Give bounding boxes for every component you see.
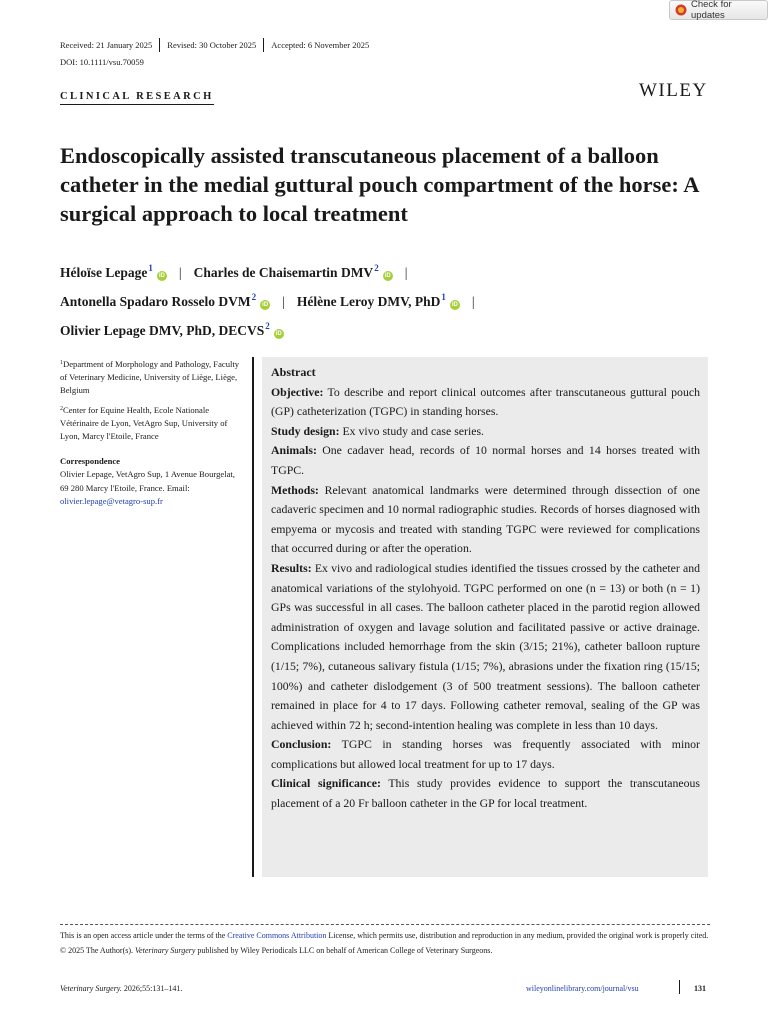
accepted-date: Accepted: 6 November 2025 xyxy=(271,40,370,50)
journal-website-link[interactable]: wileyonlinelibrary.com/journal/vsu xyxy=(526,984,639,993)
footer-divider xyxy=(60,924,710,925)
journal-citation: Veterinary Surgery. 2026;55:131–141. xyxy=(60,984,183,993)
author[interactable]: Charles de Chaisemartin DMV$^2$iD xyxy=(193,263,391,280)
author-divider: | xyxy=(178,265,182,280)
author-divider: | xyxy=(404,265,408,280)
affiliation: $^2$Center for Equine Health, Ecole Nationale Vétérinaire de Lyon, VetAgro Sup, University of Lyon, Marcy l'Etoile, France xyxy=(60,404,228,442)
author[interactable]: Hélène Leroy DMV, PhD$^1$iD xyxy=(296,292,458,309)
orcid-icon[interactable]: iD xyxy=(158,273,165,279)
abstract-heading: Abstract xyxy=(271,365,316,379)
article-dates xyxy=(60,38,376,52)
abstract-results: Results: Ex vivo and radiological studies identified the tissues crossed by the catheter and anatomical variations of the stylohyoid. TGPC performed on one (n = 13) or both (n = 1) GPs was successful in all cases. The balloon catheter placed in the parotid region allowed administration of oxygen and lavage solution and facilitated passive or active drainage. Complications included hemorrhage from the skin (3/15; 21%), catheter balloon rupture (1/15; 7%), cutaneous salivary fistula (1/15; 7%), abrasions under the fixation ring (15/15; 100%) and catheter dislodgement (3 of 500 treatment sessions). The balloon catheter remained in place for 4 to 17 days. Following catheter removal, sealing of the GP was achieved within 72 h; second-intention healing was complete in less than 10 days. xyxy=(271,560,701,732)
correspondence-text: Olivier Lepage, VetAgro Sup, 1 Avenue Bourgelat, 69 280 Marcy l'Etoile, France. Email: olivier.lepage@vetagro-sup.fr xyxy=(60,469,235,506)
author[interactable]: Antonella Spadaro Rosselo DVM$^2$iD xyxy=(60,292,269,309)
orcid-icon[interactable]: iD xyxy=(275,331,282,337)
license-notice: This is an open access article under the terms of the Creative Commons Attribution License, which permits use, distribution and reproduction in any medium, provided the original work is properly cited. © 2025 The Author(s). Veterinary Surgery published by Wiley Periodicals LLC on behalf of American College of Veterinary Surgeons. xyxy=(60,931,709,955)
email-link[interactable]: olivier.lepage@vetagro-sup.fr xyxy=(60,495,163,506)
author-divider: | xyxy=(282,294,285,309)
abstract-box xyxy=(262,357,708,877)
author[interactable]: Olivier Lepage DMV, PhD, DECVS$^2$iD xyxy=(60,321,282,338)
abstract-divider xyxy=(252,357,254,877)
author-divider: | xyxy=(471,294,475,309)
received-date: Received: 21 January 2025 xyxy=(60,40,153,50)
article-title: Endoscopically assisted transcutaneous placement of a balloon catheter in the medial guttural pouch compartment of the horse: A surgical approach to local treatment xyxy=(60,143,699,226)
abstract-animals: Animals: One cadaver head, records of 10 normal horses and 14 horses treated with TGPC. xyxy=(271,443,700,477)
orcid-icon[interactable]: iD xyxy=(384,273,391,279)
section-label: CLINICAL RESEARCH xyxy=(60,91,214,105)
page-number: 131 xyxy=(694,984,706,993)
abstract-objective: Objective: To describe and report clinical outcomes after transcutaneous guttural pouch (GP) catheterization (TGPC) in standing horses. xyxy=(271,384,700,419)
affiliation: $^1$Department of Morphology and Pathology, Faculty of Veterinary Medicine, University of Liège, Liège, Belgium xyxy=(60,359,240,396)
doi: DOI: 10.1111/vsu.70059 xyxy=(60,57,144,67)
check-for-updates-button[interactable] xyxy=(669,0,768,20)
author-list xyxy=(60,256,720,343)
page-number-divider xyxy=(679,980,680,994)
abstract-methods: Methods: Relevant anatomical landmarks were determined through dissection of one cadaveric specimen and 10 normal radiographic studies. Records of horses diagnosed with empyema or mycosis and treated with standing TGPC were reviewed for complications that occurred during or after the operation. xyxy=(271,482,700,556)
abstract-clinical-significance: Clinical significance: This study provides evidence to support the transcutaneous placement of a 20 Fr balloon catheter in the GP for local treatment. xyxy=(271,776,700,811)
affiliations-sidebar xyxy=(60,357,240,513)
check-for-updates-label: Check for updates xyxy=(691,0,732,21)
revised-date: Revised: 30 October 2025 xyxy=(167,40,257,50)
orcid-icon[interactable]: iD xyxy=(451,302,458,308)
publisher-logo: WILEY xyxy=(639,80,708,101)
author[interactable]: Héloïse Lepage$^1$iD xyxy=(60,263,165,280)
abstract-study-design: Study design: Ex vivo study and case series. xyxy=(271,423,484,438)
license-link[interactable]: Creative Commons Attribution xyxy=(227,931,327,940)
orcid-icon[interactable]: iD xyxy=(262,302,269,308)
abstract-conclusion: Conclusion: TGPC in standing horses was frequently associated with minor complications but allowed local treatment for up to 17 days. xyxy=(271,737,700,771)
crossmark-icon xyxy=(675,4,687,16)
correspondence-heading: Correspondence xyxy=(60,456,120,467)
